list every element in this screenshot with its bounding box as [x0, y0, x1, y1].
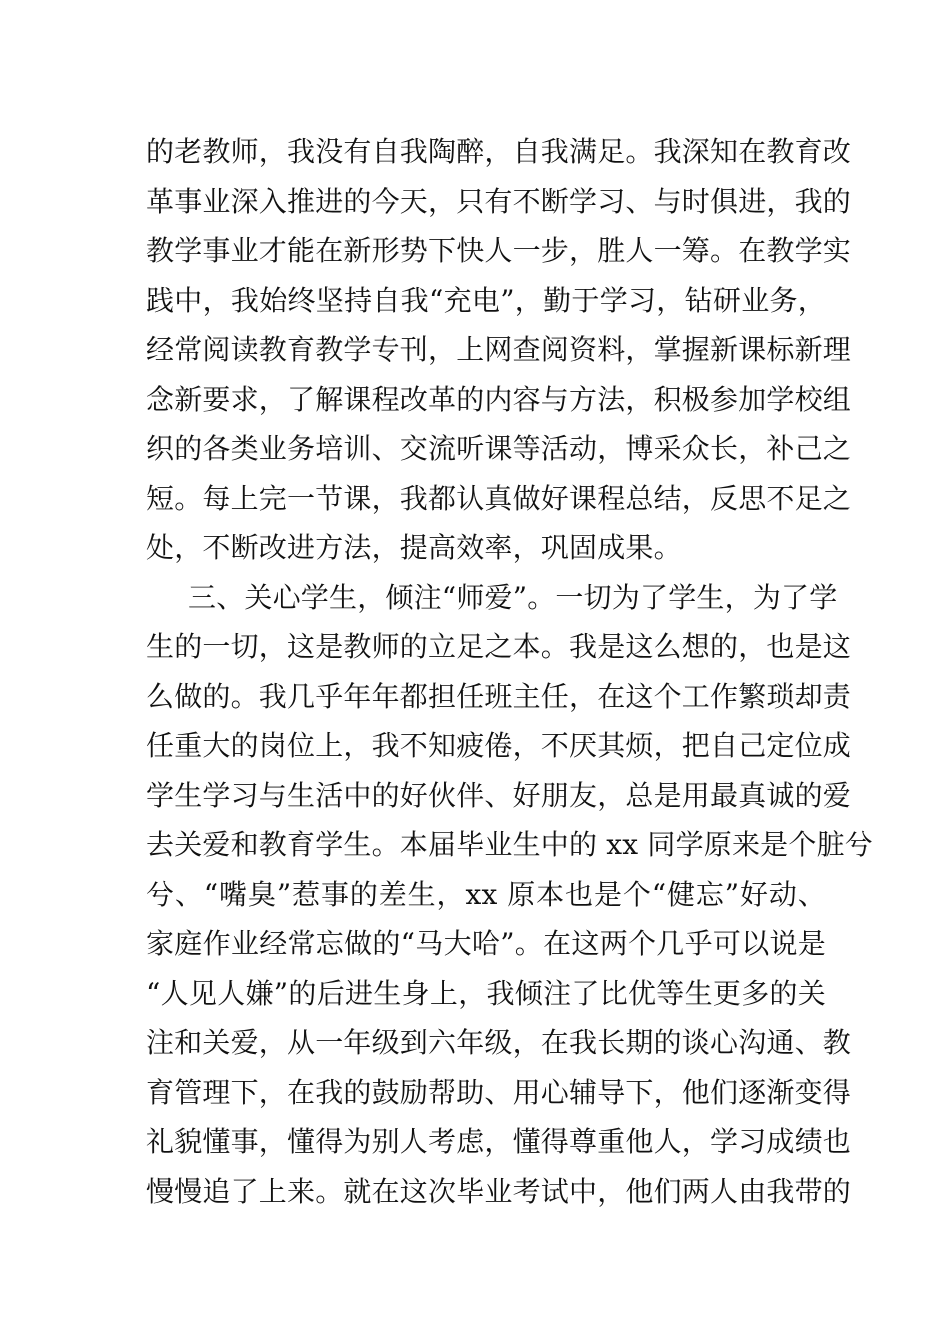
section-heading-line: 三、关心学生，倾注“师爱”。一切为了学生，为了学 — [188, 580, 838, 614]
text-line: 织的各类业务培训、交流听课等活动，博采众长，补己之 — [146, 432, 852, 465]
text-line: 兮、“嘴臭”惹事的差生，xx 原本也是个“健忘”好动、 — [146, 877, 826, 911]
body-text — [146, 127, 873, 1216]
text-line: 的老教师，我没有自我陶醉，自我满足。我深知在教育改 — [146, 135, 852, 168]
text-line: 践中，我始终坚持自我“充电”，勤于学习，钻研业务， — [146, 283, 826, 317]
text-line: 育管理下，在我的鼓励帮助、用心辅导下，他们逐渐变得 — [146, 1075, 852, 1109]
text-line: 生的一切，这是教师的立足之本。我是这么想的，也是这 — [146, 630, 852, 663]
text-line: 学生学习与生活中的好伙伴、好朋友，总是用最真诚的爱 — [146, 778, 852, 812]
text-line: 去关爱和教育学生。本届毕业生中的 xx 同学原来是个脏兮 — [146, 828, 873, 861]
text-line: “人见人嫌”的后进生身上，我倾注了比优等生更多的关 — [146, 976, 826, 1010]
text-line: 经常阅读教育教学专刊，上网查阅资料，掌握新课标新理 — [146, 333, 852, 366]
text-line: 家庭作业经常忘做的“马大哈”。在这两个几乎可以说是 — [146, 927, 826, 960]
text-line: 任重大的岗位上，我不知疲倦，不厌其烦，把自己定位成 — [146, 729, 852, 762]
text-line: 注和关爱，从一年级到六年级，在我长期的谈心沟通、教 — [146, 1026, 852, 1059]
text-line: 念新要求，了解课程改革的内容与方法，积极参加学校组 — [146, 382, 852, 416]
text-line: 么做的。我几乎年年都担任班主任，在这个工作繁琐却责 — [146, 679, 852, 713]
text-line: 教学事业才能在新形势下快人一步，胜人一筹。在教学实 — [146, 234, 852, 267]
text-line: 短。每上完一节课，我都认真做好课程总结，反思不足之 — [146, 481, 852, 515]
text-line: 慢慢追了上来。就在这次毕业考试中，他们两人由我带的 — [146, 1174, 852, 1208]
text-line: 革事业深入推进的今天，只有不断学习、与时俱进，我的 — [146, 184, 852, 218]
text-line: 处，不断改进方法，提高效率，巩固成果。 — [146, 531, 682, 564]
text-line: 礼貌懂事，懂得为别人考虑，懂得尊重他人，学习成绩也 — [146, 1125, 852, 1158]
